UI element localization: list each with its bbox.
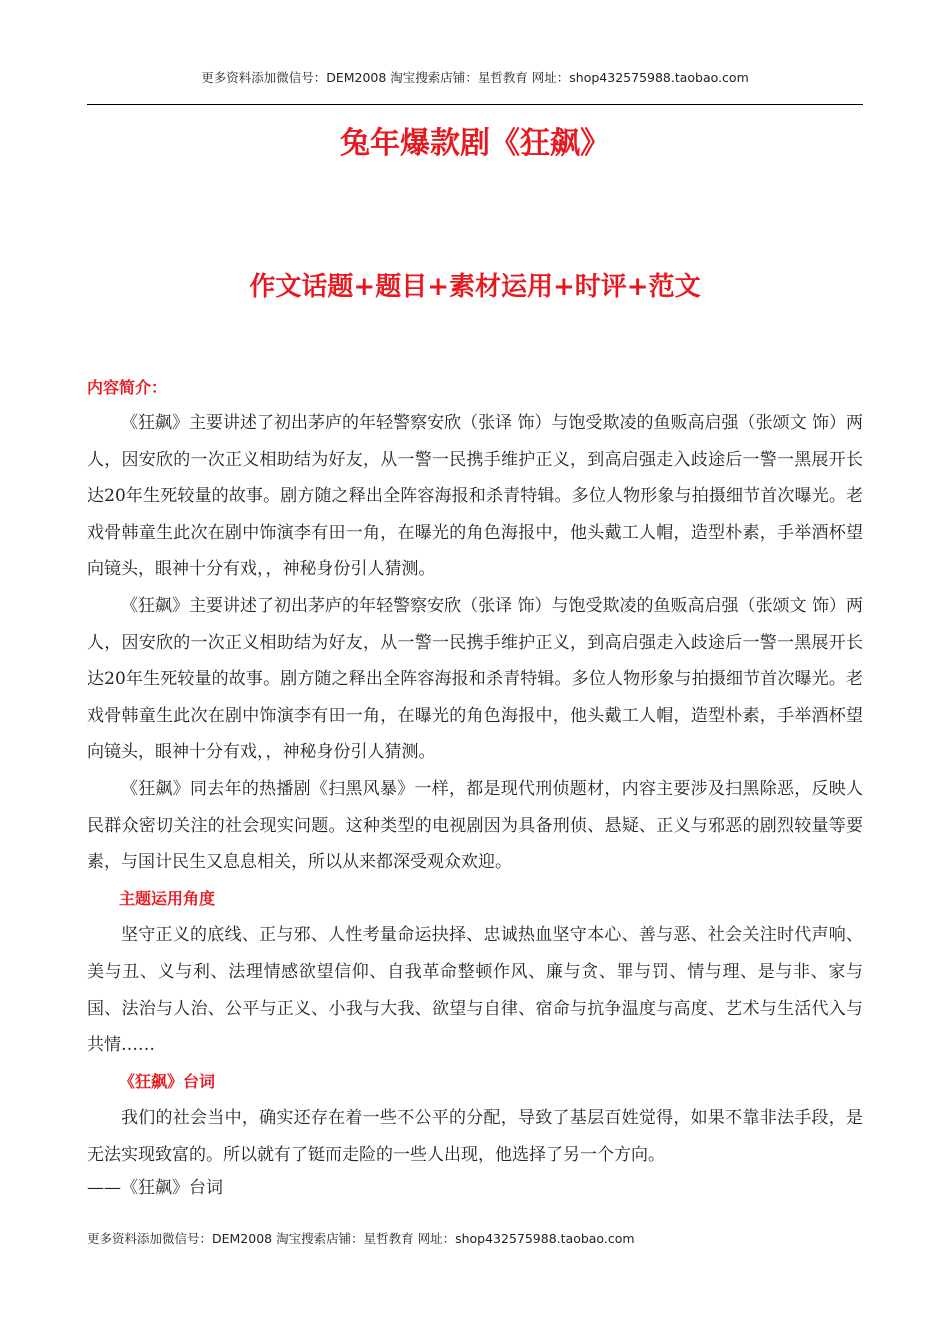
page-header: 更多资料添加微信号：DEM2008 淘宝搜索店铺：星哲教育 网址：shop432575988.taobao.com <box>201 70 749 85</box>
document-body <box>87 405 863 1203</box>
document-subtitle: 作文话题+题目+素材运用+时评+范文 <box>249 272 701 302</box>
quote-attribution: ——《狂飙》台词 <box>87 1178 223 1199</box>
intro-label: 内容简介： <box>87 378 168 397</box>
intro-paragraph-1: 《狂飙》主要讲述了初出茅庐的年轻警察安欣（张译 饰）与饱受欺凌的鱼贩高启强（张颂文 饰）两人，因安欣的一次正义相助结为好友，从一警一民携手维护正义，到高启强走入歧途后一警一黑展开长达20年生死较量的故事。剧方随之释出全阵容海报和杀青特辑。多位人物形象与拍摄细节首次曝光。老戏骨韩童生此次在剧中饰演李有田一角，在曝光的角色海报中，他头戴工人帽，造型朴素，手举酒杯望向镜头，眼神十分有戏，，神秘身份引人猜测。 <box>87 413 863 580</box>
themes-heading: 主题运用角度 <box>119 888 216 908</box>
header-divider <box>87 104 863 105</box>
themes-paragraph: 坚守正义的底线、正与邪、人性考量命运抉择、忠诚热血坚守本心、善与恶、社会关注时代声响、美与丑、义与利、法理情感欲望信仰、自我革命整顿作风、廉与贪、罪与罚、情与理、是与非、家与国、法治与人治、公平与正义、小我与大我、欲望与自律、宿命与抗争温度与高度、艺术与生活代入与共情…… <box>87 925 863 1056</box>
document-title: 兔年爆款剧《狂飙》 <box>340 126 610 161</box>
intro-paragraph-3: 《狂飙》同去年的热播剧《扫黑风暴》一样，都是现代刑侦题材，内容主要涉及扫黑除恶，反映人民群众密切关注的社会现实问题。这种类型的电视剧因为具备刑侦、悬疑、正义与邪恶的剧烈较量等要素，与国计民生又息息相关，所以从来都深受观众欢迎。 <box>87 778 863 873</box>
quote-heading: 《狂飙》台词 <box>119 1071 216 1091</box>
page-footer: 更多资料添加微信号：DEM2008 淘宝搜索店铺：星哲教育 网址：shop432575988.taobao.com <box>87 1231 635 1246</box>
quote-paragraph: 我们的社会当中，确实还存在着一些不公平的分配，导致了基层百姓觉得，如果不靠非法手段，是无法实现致富的。所以就有了铤而走险的一些人出现，他选择了另一个方向。 <box>87 1108 863 1165</box>
intro-paragraph-2: 《狂飙》主要讲述了初出茅庐的年轻警察安欣（张译 饰）与饱受欺凌的鱼贩高启强（张颂文 饰）两人，因安欣的一次正义相助结为好友，从一警一民携手维护正义，到高启强走入歧途后一警一黑展开长达20年生死较量的故事。剧方随之释出全阵容海报和杀青特辑。多位人物形象与拍摄细节首次曝光。老戏骨韩童生此次在剧中饰演李有田一角，在曝光的角色海报中，他头戴工人帽，造型朴素，手举酒杯望向镜头，眼神十分有戏，，神秘身份引人猜测。 <box>87 595 863 763</box>
